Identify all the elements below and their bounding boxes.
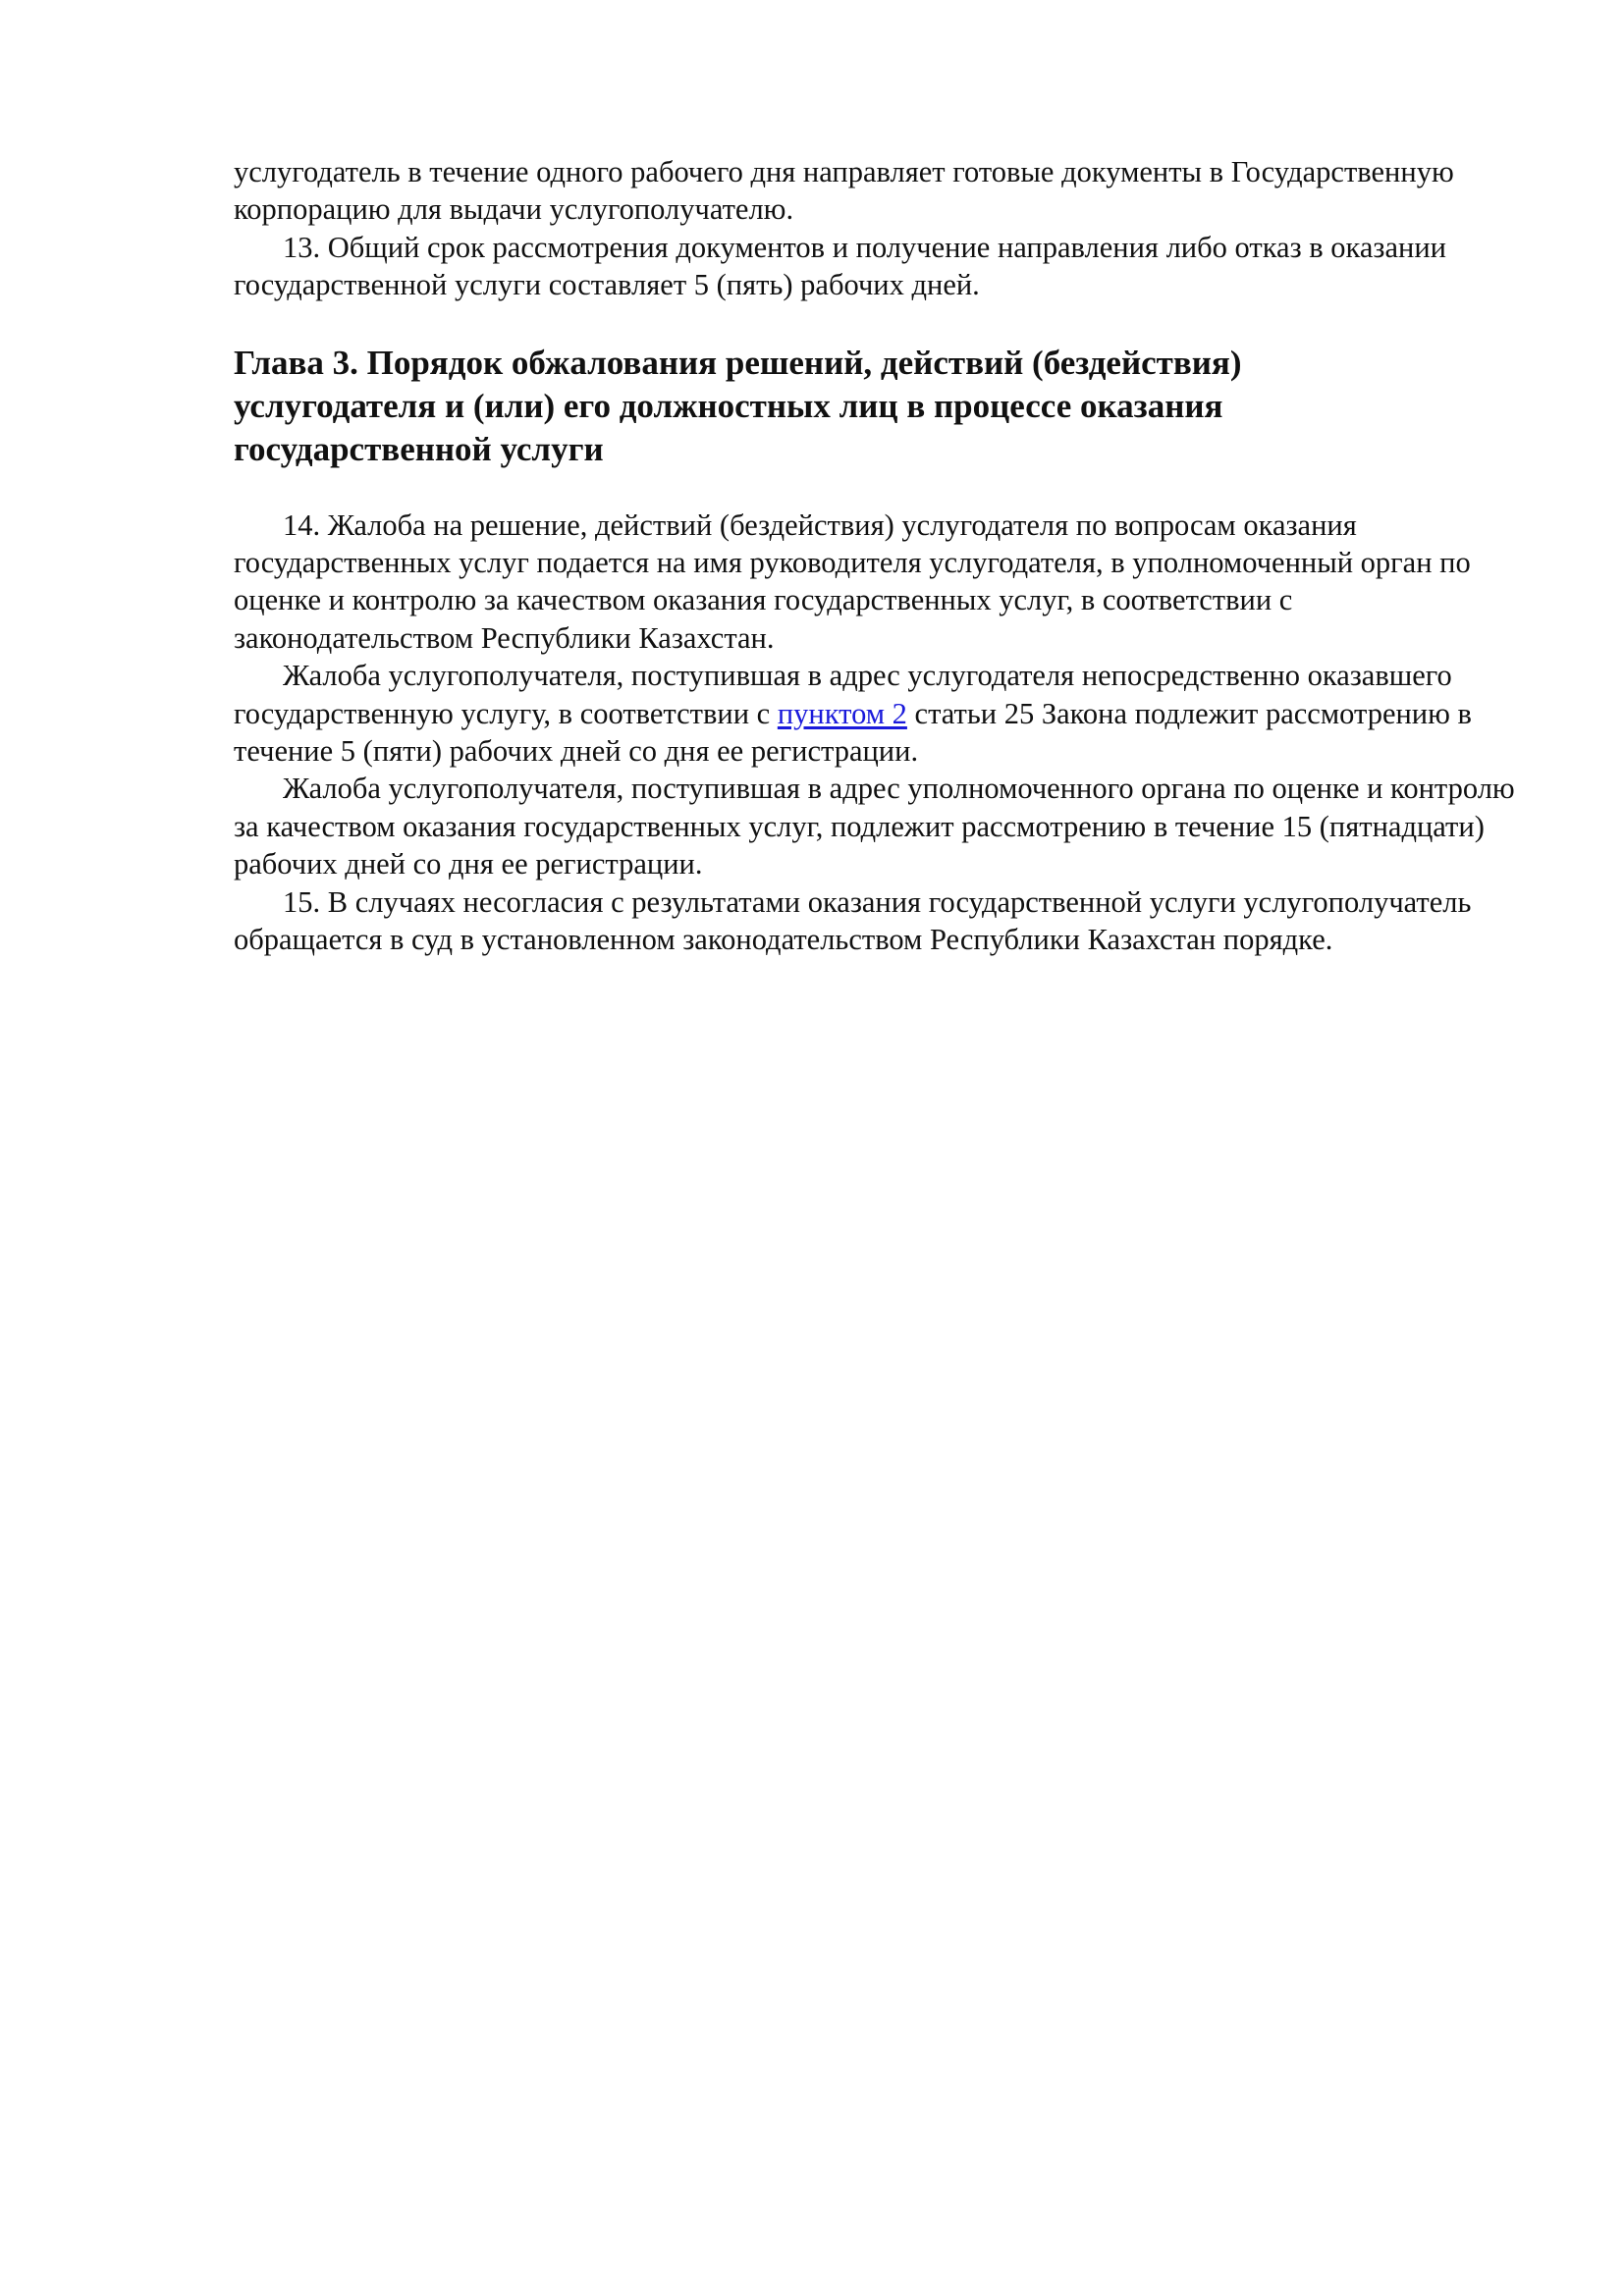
document-page (234, 153, 1520, 959)
law-article-link[interactable]: пунктом 2 (777, 696, 907, 730)
paragraph-14-complaint-authority: Жалоба услугополучателя, поступившая в адрес уполномоченного органа по оценке и контролю за качеством оказания государственных услуг, подлежит рассмотрению в течение 15 (пятнадцати) рабочих дней со дня ее регистрации. (234, 772, 1515, 881)
paragraph-14: 14. Жалоба на решение, действий (бездействия) услугодателя по вопросам оказания государственных услуг подается на имя руководителя услугодателя, в уполномоченный орган по оценке и контролю за качеством оказания государственных услуг, в соответствии с законодательством Республики Казахстан. (234, 507, 1471, 655)
paragraph-15: 15. В случаях несогласия с результатами оказания государственной услуги услугополучатель обращается в суд в установленном законодательством Республики Казахстан порядке. (234, 884, 1472, 957)
paragraph-continuation: услугодатель в течение одного рабочего дня направляет готовые документы в Государственную корпорацию для выдачи услугополучателю. (234, 155, 1454, 227)
paragraph-14-complaint-provider (234, 657, 1520, 770)
paragraph-14-text-after-link: статьи 25 Закона подлежит рассмотрению в течение 5 (пяти) рабочих дней со дня ее регистрации. (234, 696, 1472, 769)
paragraph-13: 13. Общий срок рассмотрения документов и получение направления либо отказ в оказании государственной услуги составляет 5 (пять) рабочих дней. (234, 230, 1446, 302)
paragraph-14-text-before-link: Жалоба услугополучателя, поступившая в адрес услугодателя непосредственно оказавшего государственную услугу, в соответствии с (234, 659, 1452, 730)
chapter-3-heading: Глава 3. Порядок обжалования решений, действий (бездействия) услугодателя и (или) его должностных лиц в процессе оказания государственной услуги (234, 343, 1242, 468)
